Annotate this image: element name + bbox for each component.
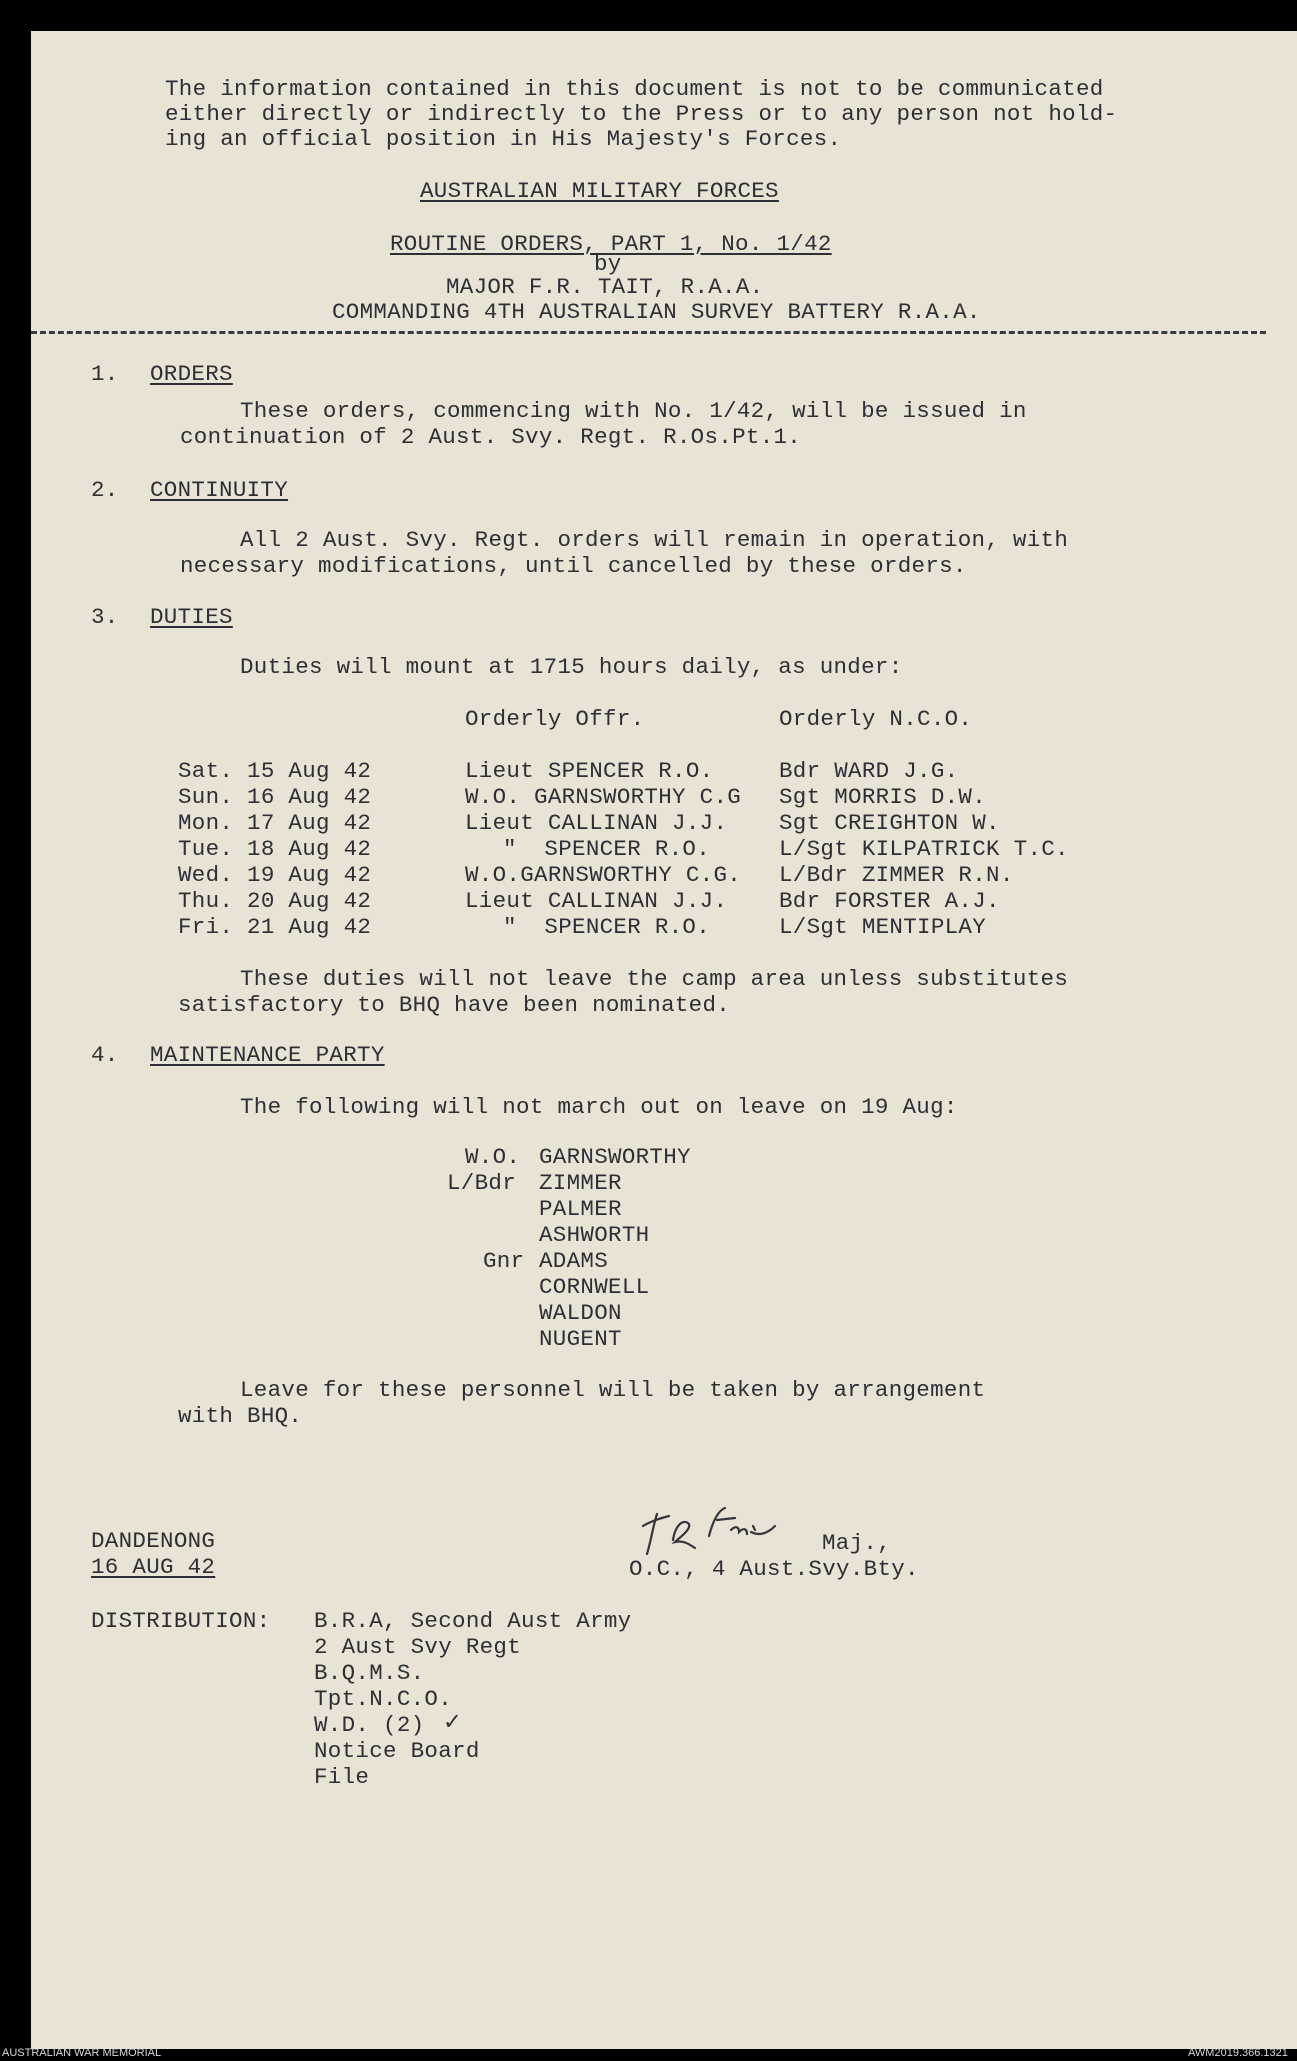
- personnel-name: PALMER: [539, 1196, 622, 1222]
- notice-line-1: The information contained in this document is not to be communicated: [165, 76, 1104, 102]
- document-page: [31, 31, 1297, 2049]
- signoff-date: 16 AUG 42: [91, 1554, 216, 1580]
- personnel-rank: W.O.: [465, 1144, 521, 1170]
- maintenance-intro: The following will not march out on leave on 19 Aug:: [240, 1094, 958, 1120]
- personnel-rank: Gnr: [483, 1248, 525, 1274]
- section-3-heading: DUTIES: [150, 604, 233, 630]
- distribution-item: B.Q.M.S.: [314, 1660, 425, 1686]
- duty-nco: L/Bdr ZIMMER R.N.: [779, 862, 1014, 888]
- forces-title: AUSTRALIAN MILITARY FORCES: [420, 178, 779, 204]
- section-2-line-2: necessary modifications, until cancelled by these orders.: [180, 553, 967, 579]
- section-1-line-2: continuation of 2 Aust. Svy. Regt. R.Os.Pt.1.: [180, 424, 802, 450]
- footer-accession-number: AWM2019.366.1321: [1188, 2047, 1288, 2059]
- section-4-heading: MAINTENANCE PARTY: [150, 1042, 385, 1068]
- duty-nco: Bdr WARD J.G.: [779, 758, 959, 784]
- title-command: COMMANDING 4TH AUSTRALIAN SURVEY BATTERY R.A.A.: [332, 299, 981, 325]
- maintenance-note-line-1: Leave for these personnel will be taken by arrangement: [240, 1377, 986, 1403]
- personnel-rank: L/Bdr: [447, 1170, 517, 1196]
- duties-intro: Duties will mount at 1715 hours daily, as under:: [240, 654, 903, 680]
- duty-officer: Lieut CALLINAN J.J.: [465, 888, 728, 914]
- section-1-number: 1.: [91, 361, 119, 387]
- duty-date: Sat. 15 Aug 42: [178, 758, 372, 784]
- distribution-item: B.R.A, Second Aust Army: [314, 1608, 632, 1634]
- duty-date: Sun. 16 Aug 42: [178, 784, 372, 810]
- duties-note-line-1: These duties will not leave the camp area unless substitutes: [240, 966, 1069, 992]
- personnel-name: NUGENT: [539, 1326, 622, 1352]
- footer-institution: AUSTRALIAN WAR MEMORIAL: [2, 2047, 162, 2059]
- personnel-name: ASHWORTH: [539, 1222, 650, 1248]
- personnel-name: CORNWELL: [539, 1274, 650, 1300]
- orders-title: ROUTINE ORDERS, PART 1, No. 1/42: [390, 231, 832, 257]
- signoff-rank: Maj.,: [822, 1530, 892, 1556]
- duty-date: Tue. 18 Aug 42: [178, 836, 372, 862]
- section-1-heading: ORDERS: [150, 361, 233, 387]
- distribution-item: W.D. (2): [314, 1712, 425, 1738]
- duty-officer: W.O. GARNSWORTHY C.G: [465, 784, 742, 810]
- header-rule: [31, 331, 1266, 334]
- personnel-name: ZIMMER: [539, 1170, 622, 1196]
- duty-date: Wed. 19 Aug 42: [178, 862, 372, 888]
- duty-date: Fri. 21 Aug 42: [178, 914, 372, 940]
- section-2-heading: CONTINUITY: [150, 477, 289, 503]
- duty-officer: W.O.GARNSWORTHY C.G.: [465, 862, 742, 888]
- section-2-number: 2.: [91, 477, 119, 503]
- notice-line-2: either directly or indirectly to the Press or to any person not hold-: [165, 101, 1118, 127]
- duties-note-line-2: satisfactory to BHQ have been nominated.: [178, 992, 731, 1018]
- check-mark-icon: ✓: [443, 1709, 463, 1735]
- duty-nco: Bdr FORSTER A.J.: [779, 888, 1000, 914]
- signoff-unit: O.C., 4 Aust.Svy.Bty.: [629, 1556, 919, 1582]
- distribution-item: Tpt.N.C.O.: [314, 1686, 453, 1712]
- duty-officer: Lieut SPENCER R.O.: [465, 758, 714, 784]
- personnel-name: GARNSWORTHY: [539, 1144, 691, 1170]
- section-4-number: 4.: [91, 1042, 119, 1068]
- title-by: by: [594, 251, 622, 277]
- section-1-line-1: These orders, commencing with No. 1/42, will be issued in: [240, 398, 1027, 424]
- notice-line-3: ing an official position in His Majesty's Forces.: [165, 126, 842, 152]
- section-3-number: 3.: [91, 604, 119, 630]
- duty-officer: Lieut CALLINAN J.J.: [465, 810, 728, 836]
- distribution-item: Notice Board: [314, 1738, 480, 1764]
- duty-date: Thu. 20 Aug 42: [178, 888, 372, 914]
- personnel-name: ADAMS: [539, 1248, 609, 1274]
- distribution-item: 2 Aust Svy Regt: [314, 1634, 522, 1660]
- personnel-name: WALDON: [539, 1300, 622, 1326]
- duty-nco: L/Sgt KILPATRICK T.C.: [779, 836, 1069, 862]
- duty-officer: " SPENCER R.O.: [503, 836, 711, 862]
- title-officer: MAJOR F.R. TAIT, R.A.A.: [446, 274, 764, 300]
- distribution-label: DISTRIBUTION:: [91, 1608, 271, 1634]
- signoff-place: DANDENONG: [91, 1528, 216, 1554]
- duty-date: Mon. 17 Aug 42: [178, 810, 372, 836]
- section-2-line-1: All 2 Aust. Svy. Regt. orders will remain in operation, with: [240, 527, 1069, 553]
- duty-nco: Sgt MORRIS D.W.: [779, 784, 987, 810]
- duty-nco: Sgt CREIGHTON W.: [779, 810, 1000, 836]
- distribution-item: File: [314, 1764, 370, 1790]
- maintenance-note-line-2: with BHQ.: [178, 1403, 303, 1429]
- duty-nco: L/Sgt MENTIPLAY: [779, 914, 987, 940]
- col-orderly-nco: Orderly N.C.O.: [779, 706, 973, 732]
- col-orderly-officer: Orderly Offr.: [465, 706, 645, 732]
- duty-officer: " SPENCER R.O.: [503, 914, 711, 940]
